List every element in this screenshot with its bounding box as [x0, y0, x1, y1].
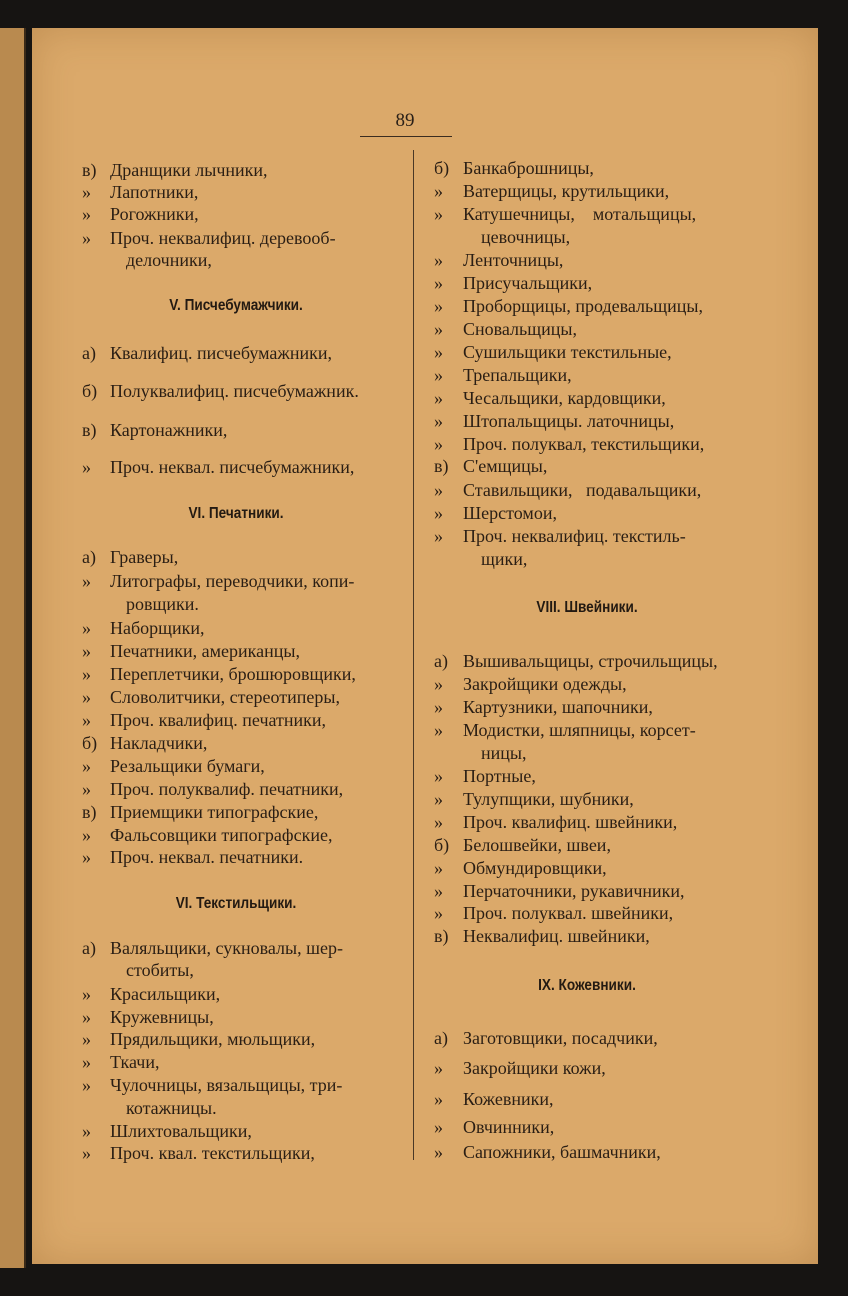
item-marker: »: [82, 779, 91, 799]
page-number-rule: [360, 136, 452, 137]
section-heading: V. Писчебумажчики.: [169, 297, 303, 314]
item-marker: »: [434, 273, 443, 293]
item-marker: в): [82, 420, 97, 440]
list-item: Проч. неквалифиц. деревооб-: [110, 228, 336, 248]
item-marker: »: [82, 618, 91, 638]
list-item-continuation: котажницы.: [126, 1098, 217, 1118]
item-marker: »: [434, 1089, 443, 1109]
item-marker: »: [82, 1029, 91, 1049]
item-marker: в): [434, 456, 449, 476]
list-item: Сновальщицы,: [463, 319, 577, 339]
item-marker: а): [82, 547, 96, 567]
item-marker: в): [82, 802, 97, 822]
item-marker: »: [434, 365, 443, 385]
section-heading: VIII. Швейники.: [536, 599, 638, 616]
list-item: Кружевницы,: [110, 1007, 214, 1027]
list-item: Проч. полуквал. швейники,: [463, 903, 674, 923]
list-item: Шерстомои,: [463, 503, 557, 523]
previous-page-edge: [0, 28, 26, 1268]
item-marker: »: [82, 571, 91, 591]
list-item-continuation: ницы,: [481, 743, 527, 763]
item-marker: в): [434, 926, 449, 946]
list-item: Лапотники,: [110, 182, 199, 202]
list-item-continuation: ровщики.: [126, 594, 199, 614]
list-item: Вышивальщицы, строчильщицы,: [463, 651, 718, 671]
item-marker: »: [434, 250, 443, 270]
item-marker: »: [82, 710, 91, 730]
item-marker: »: [82, 1007, 91, 1027]
item-marker: »: [434, 434, 443, 454]
item-marker: »: [434, 720, 443, 740]
item-marker: »: [434, 480, 443, 500]
page-number: 89: [395, 110, 415, 131]
item-marker: »: [82, 1052, 91, 1072]
item-marker: а): [82, 938, 96, 958]
list-item-continuation: цевочницы,: [481, 227, 571, 247]
item-marker: »: [434, 342, 443, 362]
list-item: Чулочницы, вязальщицы, три-: [110, 1075, 343, 1095]
item-marker: »: [82, 228, 91, 248]
item-marker: б): [82, 733, 98, 753]
list-item: Трепальщики,: [463, 365, 572, 385]
list-item: Обмундировщики,: [463, 858, 607, 878]
item-marker: »: [434, 1058, 443, 1078]
item-marker: »: [434, 858, 443, 878]
list-item: Приемщики типографские,: [110, 802, 319, 822]
list-item: Проч. полуквалиф. печатники,: [110, 779, 344, 799]
list-item: Белошвейки, швеи,: [463, 835, 611, 855]
item-marker: а): [434, 1028, 448, 1048]
list-item-continuation: щики,: [481, 549, 528, 569]
list-item: Неквалифиц. швейники,: [463, 926, 650, 946]
item-marker: »: [434, 319, 443, 339]
item-marker: б): [82, 381, 98, 401]
item-marker: »: [434, 526, 443, 546]
item-marker: »: [434, 1117, 443, 1137]
item-marker: б): [434, 835, 450, 855]
list-item: Ватерщицы, крутильщики,: [463, 181, 670, 201]
list-item: Переплетчики, брошюровщики,: [110, 664, 356, 684]
item-marker: а): [434, 651, 448, 671]
item-marker: в): [82, 160, 97, 180]
list-item: Картонажники,: [110, 420, 228, 440]
item-marker: »: [434, 411, 443, 431]
item-marker: »: [434, 181, 443, 201]
item-marker: »: [434, 204, 443, 224]
list-item: Шлихтовальщики,: [110, 1121, 252, 1141]
list-item: Катушечницы, мотальщицы,: [463, 204, 697, 224]
list-item: Проч. неквал. печатники.: [110, 847, 304, 867]
item-marker: »: [82, 847, 91, 867]
section-heading: VI. Текстильщики.: [175, 895, 297, 912]
list-item: Красильщики,: [110, 984, 221, 1004]
item-marker: »: [434, 812, 443, 832]
item-marker: »: [82, 664, 91, 684]
list-item: Квалифиц. писчебумажники,: [110, 343, 332, 363]
item-marker: »: [434, 388, 443, 408]
list-item: Портные,: [463, 766, 536, 786]
list-item: Проч. квал. текстильщики,: [110, 1143, 315, 1163]
section-heading: VI. Печатники.: [188, 505, 284, 522]
item-marker: »: [434, 674, 443, 694]
list-item: Модистки, шляпницы, корсет-: [463, 720, 696, 740]
list-item: Рогожники,: [110, 204, 199, 224]
list-item: Проч. неквалифиц. текстиль-: [463, 526, 686, 546]
item-marker: »: [82, 1075, 91, 1095]
item-marker: »: [434, 503, 443, 523]
list-item: Перчаточники, рукавичники,: [463, 881, 685, 901]
list-item: Проборщицы, продевальщицы,: [463, 296, 703, 316]
item-marker: »: [434, 697, 443, 717]
list-item: Кожевники,: [463, 1089, 554, 1109]
list-item-continuation: стобиты,: [126, 960, 194, 980]
list-item: Картузники, шапочники,: [463, 697, 653, 717]
item-marker: »: [82, 825, 91, 845]
list-item: Заготовщики, посадчики,: [463, 1028, 658, 1048]
item-marker: »: [434, 296, 443, 316]
item-marker: »: [434, 903, 443, 923]
item-marker: »: [82, 984, 91, 1004]
item-marker: »: [434, 766, 443, 786]
item-marker: »: [82, 182, 91, 202]
item-marker: »: [82, 457, 91, 477]
item-marker: а): [82, 343, 96, 363]
list-item: Ставильщики, подавальщики,: [463, 480, 702, 500]
list-item: Валяльщики, сукновалы, шер-: [110, 938, 343, 958]
list-item: Сапожники, башмачники,: [463, 1142, 661, 1162]
list-item: Литографы, переводчики, копи-: [110, 571, 355, 591]
list-item: Овчинники,: [463, 1117, 555, 1137]
item-marker: »: [82, 641, 91, 661]
item-marker: »: [82, 1143, 91, 1163]
list-item: Закройщики кожи,: [463, 1058, 606, 1078]
list-item-continuation: делочники,: [126, 250, 212, 270]
list-item: Закройщики одежды,: [463, 674, 627, 694]
list-item: Сушильщики текстильные,: [463, 342, 672, 362]
list-item: Фальсовщики типографские,: [110, 825, 333, 845]
column-divider: [413, 150, 414, 1160]
item-marker: »: [434, 881, 443, 901]
item-marker: »: [82, 687, 91, 707]
list-item: С'емщицы,: [463, 456, 548, 476]
list-item: Граверы,: [110, 547, 179, 567]
list-item: Дранщики лычники,: [110, 160, 268, 180]
list-item: Банкаброшницы,: [463, 158, 594, 178]
list-item: Печатники, американцы,: [110, 641, 300, 661]
list-item: Резальщики бумаги,: [110, 756, 265, 776]
list-item: Прядильщики, мюльщики,: [110, 1029, 316, 1049]
item-marker: б): [434, 158, 450, 178]
item-marker: »: [434, 789, 443, 809]
list-item: Ткачи,: [110, 1052, 160, 1072]
list-item: Наборщики,: [110, 618, 205, 638]
list-item: Словолитчики, стереотиперы,: [110, 687, 340, 707]
list-item: Чесальщики, кардовщики,: [463, 388, 666, 408]
list-item: Ленточницы,: [463, 250, 564, 270]
list-item: Проч. квалифиц. печатники,: [110, 710, 327, 730]
list-item: Проч. полуквал, текстильщики,: [463, 434, 705, 454]
list-item: Тулупщики, шубники,: [463, 789, 634, 809]
item-marker: »: [82, 1121, 91, 1141]
section-heading: IX. Кожевники.: [538, 977, 636, 994]
item-marker: »: [82, 204, 91, 224]
item-marker: »: [82, 756, 91, 776]
list-item: Проч. неквал. писчебумажники,: [110, 457, 355, 477]
list-item: Накладчики,: [110, 733, 208, 753]
list-item: Полуквалифиц. писчебумажник.: [110, 381, 359, 401]
list-item: Присучальщики,: [463, 273, 593, 293]
item-marker: »: [434, 1142, 443, 1162]
list-item: Проч. квалифиц. швейники,: [463, 812, 678, 832]
list-item: Штопальщицы. латочницы,: [463, 411, 675, 431]
